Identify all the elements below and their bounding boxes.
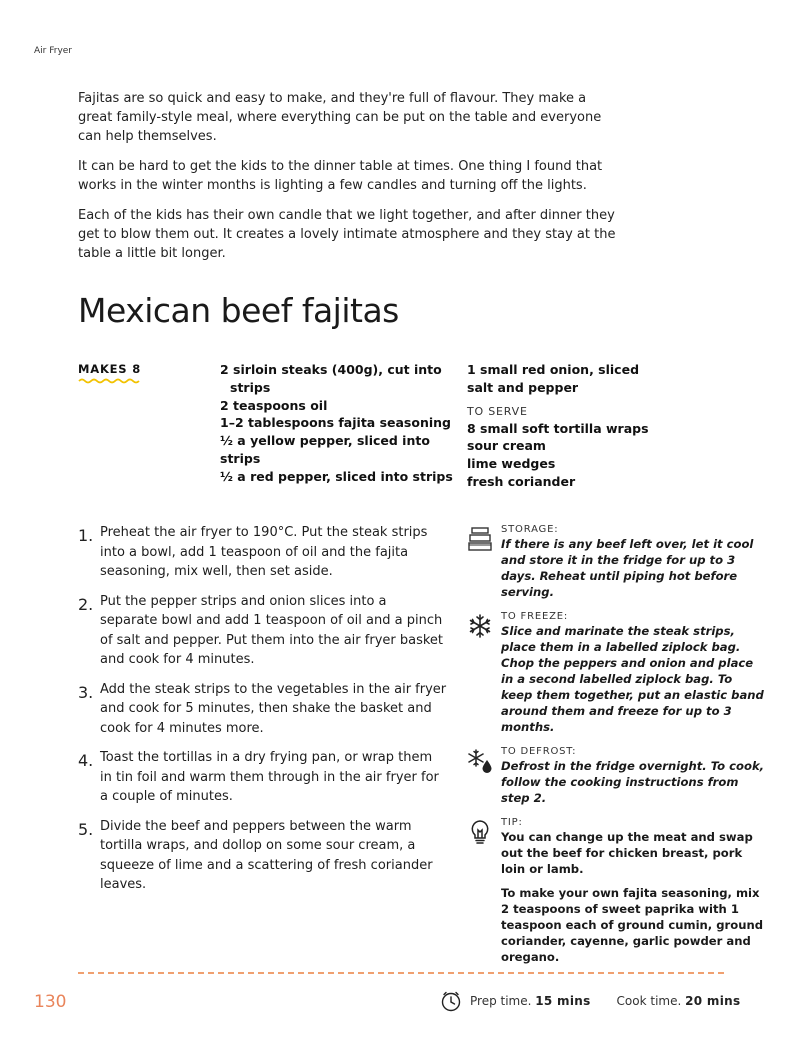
step-text: Put the pepper strips and onion slices into a separate bowl and add 1 teaspoon of oil and a pinch of salt and pepper. Put them into the air fryer basket and cook for 4 minutes.	[100, 593, 444, 667]
running-head: Air Fryer	[34, 46, 73, 56]
ingredient-line: 2 sirloin steaks (400g), cut into	[220, 362, 442, 377]
ingredient-line: 1–2 tablespoons fajita seasoning	[220, 415, 451, 431]
timing-footer	[440, 990, 740, 1012]
defrost-note	[466, 745, 766, 806]
ingredient-line: 1 small red onion, sliced	[467, 362, 640, 377]
step	[78, 523, 448, 582]
step-number: 1.	[78, 526, 94, 545]
ingredients-column	[220, 361, 455, 486]
step-text: Toast the tortillas in a dry frying pan, or wrap them in tin foil and warm them through in the air fryer for a couple of minutes.	[100, 750, 439, 804]
ingredient-line: salt and pepper	[467, 379, 579, 395]
notes-column	[466, 523, 766, 975]
note-heading: TIP:	[501, 817, 523, 828]
serve-item: sour cream	[467, 438, 546, 454]
step-text: Divide the beef and peppers between the warm tortilla wraps, and dollop on some sour cream, a squeeze of lime and a scattering of fresh coriander leaves.	[100, 818, 433, 892]
step-text: Preheat the air fryer to 190°C. Put the steak strips into a bowl, add 1 teaspoon of oil and the fajita seasoning, mix well, then set aside.	[100, 525, 428, 579]
note-heading: STORAGE:	[501, 524, 559, 535]
note-body: Slice and marinate the steak strips, place them in a labelled ziplock bag. Chop the peppers and onion and place in a second labelled ziplock bag. To keep them together, put an elastic band around them and freeze for up to 3 months.	[501, 624, 764, 734]
note-heading: TO FREEZE:	[501, 611, 569, 622]
squiggle-underline	[78, 377, 142, 385]
tip-paragraph: To make your own fajita seasoning, mix 2 teaspoons of sweet paprika with 1 teaspoon each of ground cumin, ground coriander, cayenne, garlic powder and oregano.	[501, 886, 764, 964]
step-number: 4.	[78, 751, 94, 770]
ingredient-line: ½ a yellow pepper, sliced into strips	[220, 433, 430, 466]
ingredients-column	[467, 361, 707, 491]
cook-time-label: Cook time.	[616, 994, 682, 1008]
step-number: 5.	[78, 819, 94, 839]
note-body: Defrost in the fridge overnight. To cook, follow the cooking instructions from step 2.	[501, 759, 765, 805]
containers-icon	[466, 525, 494, 553]
ingredient-line: ½ a red pepper, sliced into strips	[220, 468, 453, 484]
intro-paragraph: Fajitas are so quick and easy to make, and they're full of flavour. They make a great family-style meal, where everything can be put on the table and everyone can help themselves.	[78, 91, 602, 144]
serves-label: MAKES 8	[78, 362, 141, 376]
snowflake-icon	[466, 612, 494, 640]
step-number: 3.	[78, 682, 94, 702]
ingredient-line: 2 teaspoons oil	[220, 397, 328, 413]
serve-item: fresh coriander	[467, 473, 576, 489]
step-number: 2.	[78, 594, 94, 614]
step	[78, 680, 448, 739]
storage-note	[466, 523, 766, 600]
note-body: If there is any beef left over, let it cool and store it in the fridge for up to 3 days. Reheat until piping hot before serving.	[501, 537, 754, 599]
intro-paragraph: Each of the kids has their own candle that we light together, and after dinner they get to blow them out. It creates a lovely intimate atmosphere and they stay at the table a little bit longer.	[78, 208, 616, 261]
lightbulb-icon	[466, 818, 494, 846]
step	[78, 817, 448, 895]
clock-icon	[440, 990, 462, 1012]
note-heading: TO DEFROST:	[501, 746, 577, 757]
intro-text	[78, 89, 618, 274]
step	[78, 592, 448, 670]
defrost-icon	[466, 747, 494, 775]
ingredient-line: strips	[230, 379, 271, 395]
freeze-note	[466, 610, 766, 735]
page-number: 130	[34, 992, 67, 1012]
tip-paragraph: You can change up the meat and swap out the beef for chicken breast, pork loin or lamb.	[501, 830, 753, 876]
intro-paragraph: It can be hard to get the kids to the dinner table at times. One thing I found that works in the winter months is lighting a few candles and turning off the lights.	[78, 159, 603, 193]
serve-item: 8 small soft tortilla wraps	[467, 420, 649, 436]
step-text: Add the steak strips to the vegetables in the air fryer and cook for 5 minutes, then shake the basket and cook for 4 minutes more.	[100, 681, 447, 736]
prep-time-value: 15 mins	[535, 994, 591, 1008]
serve-item: lime wedges	[467, 456, 556, 472]
method-steps	[78, 523, 448, 905]
tip-note	[466, 816, 766, 965]
to-serve-heading: TO SERVE	[467, 404, 528, 418]
cook-time-value: 20 mins	[685, 994, 741, 1008]
note-body	[501, 829, 766, 965]
recipe-title: Mexican beef fajitas	[78, 291, 399, 330]
prep-time-label: Prep time.	[470, 994, 532, 1008]
step	[78, 748, 448, 807]
dashed-divider	[78, 972, 724, 974]
